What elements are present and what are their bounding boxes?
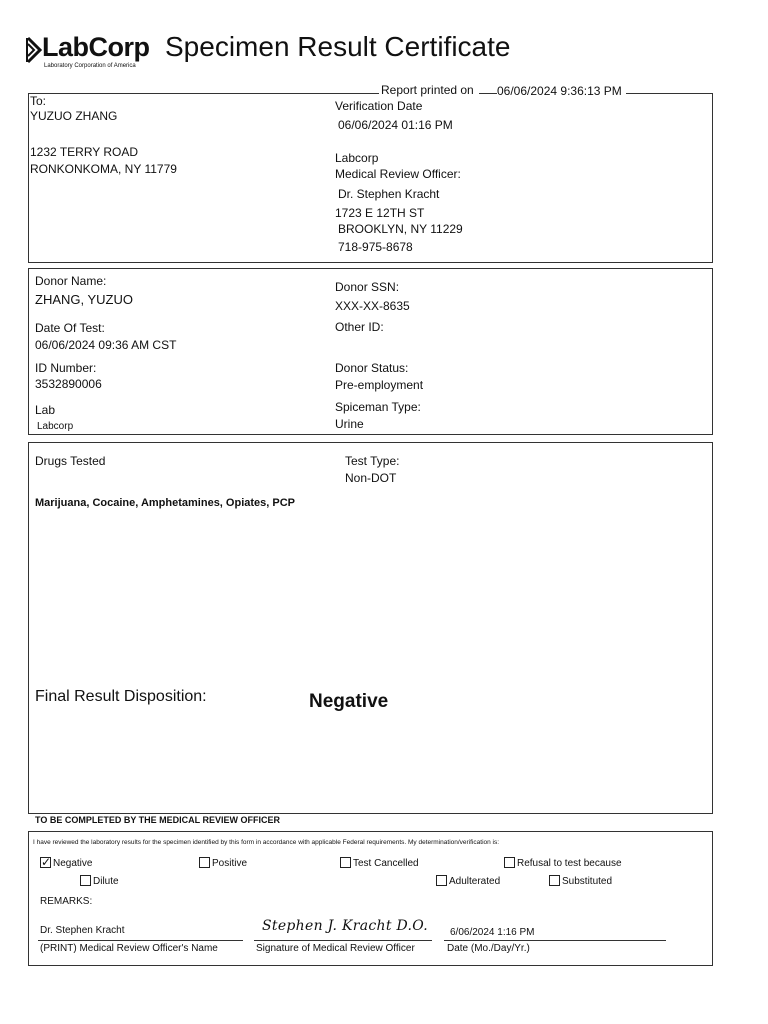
final-result-value: Negative (309, 691, 389, 712)
option-test-cancelled[interactable]: Test Cancelled (340, 857, 419, 870)
mro-printed-name: Dr. Stephen Kracht (40, 925, 125, 936)
donor-ssn-label: Donor SSN: (335, 280, 400, 294)
lab-label: Lab (35, 403, 56, 417)
test-cancelled-checkbox[interactable] (340, 857, 351, 868)
mro-name-caption: (PRINT) Medical Review Officer's Name (40, 943, 218, 954)
remarks-label: REMARKS: (40, 896, 93, 907)
substituted-checkbox[interactable] (549, 875, 560, 886)
verification-date-value: 06/06/2024 01:16 PM (338, 118, 453, 132)
donor-ssn-value: XXX-XX-8635 (335, 299, 410, 313)
labcorp-logo (26, 34, 156, 72)
logo-subtext: Laboratory Corporation of America (44, 63, 136, 69)
mro-date-caption: Date (Mo./Day/Yr.) (447, 943, 530, 954)
mro-statement: I have reviewed the laboratory results for the specimen identified by this form in accordance with applicable Federal requirements. My determination/verification is: (33, 839, 500, 846)
negative-checkbox[interactable] (40, 857, 51, 868)
mro-address2: BROOKLYN, NY 11229 (338, 222, 463, 236)
final-result-label: Final Result Disposition: (35, 688, 207, 705)
report-printed-value: 06/06/2024 9:36:13 PM (497, 84, 622, 98)
lab-value: Labcorp (37, 421, 74, 432)
recipient-address1: 1232 TERRY ROAD (30, 145, 139, 159)
mro-label: Medical Review Officer: (335, 167, 461, 181)
specimen-type-value: Urine (335, 417, 364, 431)
mro-signature-caption: Signature of Medical Review Officer (256, 943, 415, 954)
report-printed-label: Report printed on (381, 83, 474, 97)
positive-checkbox[interactable] (199, 857, 210, 868)
to-label: To: (30, 94, 47, 108)
mro-phone: 718-975-8678 (338, 240, 413, 254)
option-negative[interactable]: ✓Negative (40, 857, 92, 870)
verification-date-label: Verification Date (335, 99, 423, 113)
date-of-test-value: 06/06/2024 09:36 AM CST (35, 338, 177, 352)
labcorp-logo-icon (26, 36, 42, 64)
donor-status-label: Donor Status: (335, 361, 409, 375)
recipient-name: YUZUO ZHANG (30, 109, 118, 123)
option-positive[interactable]: Positive (199, 857, 247, 870)
lab-name: Labcorp (335, 151, 379, 165)
option-adulterated[interactable]: Adulterated (436, 875, 500, 888)
specimen-type-label: Spiceman Type: (335, 400, 421, 414)
mro-signed-date: 6/06/2024 1:16 PM (450, 927, 535, 938)
refusal-checkbox[interactable] (504, 857, 515, 868)
donor-name-label: Donor Name: (35, 274, 107, 288)
logo-text: LabCorp (42, 32, 150, 62)
mro-signature: Stephen J. Kracht D.O. (262, 918, 428, 934)
donor-name-value: ZHANG, YUZUO (35, 292, 133, 307)
option-refusal[interactable]: Refusal to test because (504, 857, 622, 870)
date-of-test-label: Date Of Test: (35, 321, 105, 335)
drugs-list: Marijuana, Cocaine, Amphetamines, Opiates, PCP (35, 497, 295, 509)
test-type-value: Non-DOT (345, 471, 397, 485)
mro-name: Dr. Stephen Kracht (338, 187, 440, 201)
option-dilute[interactable]: Dilute (80, 875, 119, 888)
test-type-label: Test Type: (345, 454, 400, 468)
mro-address1: 1723 E 12TH ST (335, 206, 425, 220)
adulterated-checkbox[interactable] (436, 875, 447, 886)
donor-status-value: Pre-employment (335, 378, 424, 392)
id-number-value: 3532890006 (35, 377, 102, 391)
drugs-tested-label: Drugs Tested (35, 454, 106, 468)
other-id-label: Other ID: (335, 320, 384, 334)
option-substituted[interactable]: Substituted (549, 875, 612, 888)
dilute-checkbox[interactable] (80, 875, 91, 886)
mro-section-heading: TO BE COMPLETED BY THE MEDICAL REVIEW OFFICER (35, 815, 281, 825)
recipient-address2: RONKONKOMA, NY 11779 (30, 162, 177, 176)
id-number-label: ID Number: (35, 361, 97, 375)
page-title: Specimen Result Certificate (165, 31, 511, 62)
